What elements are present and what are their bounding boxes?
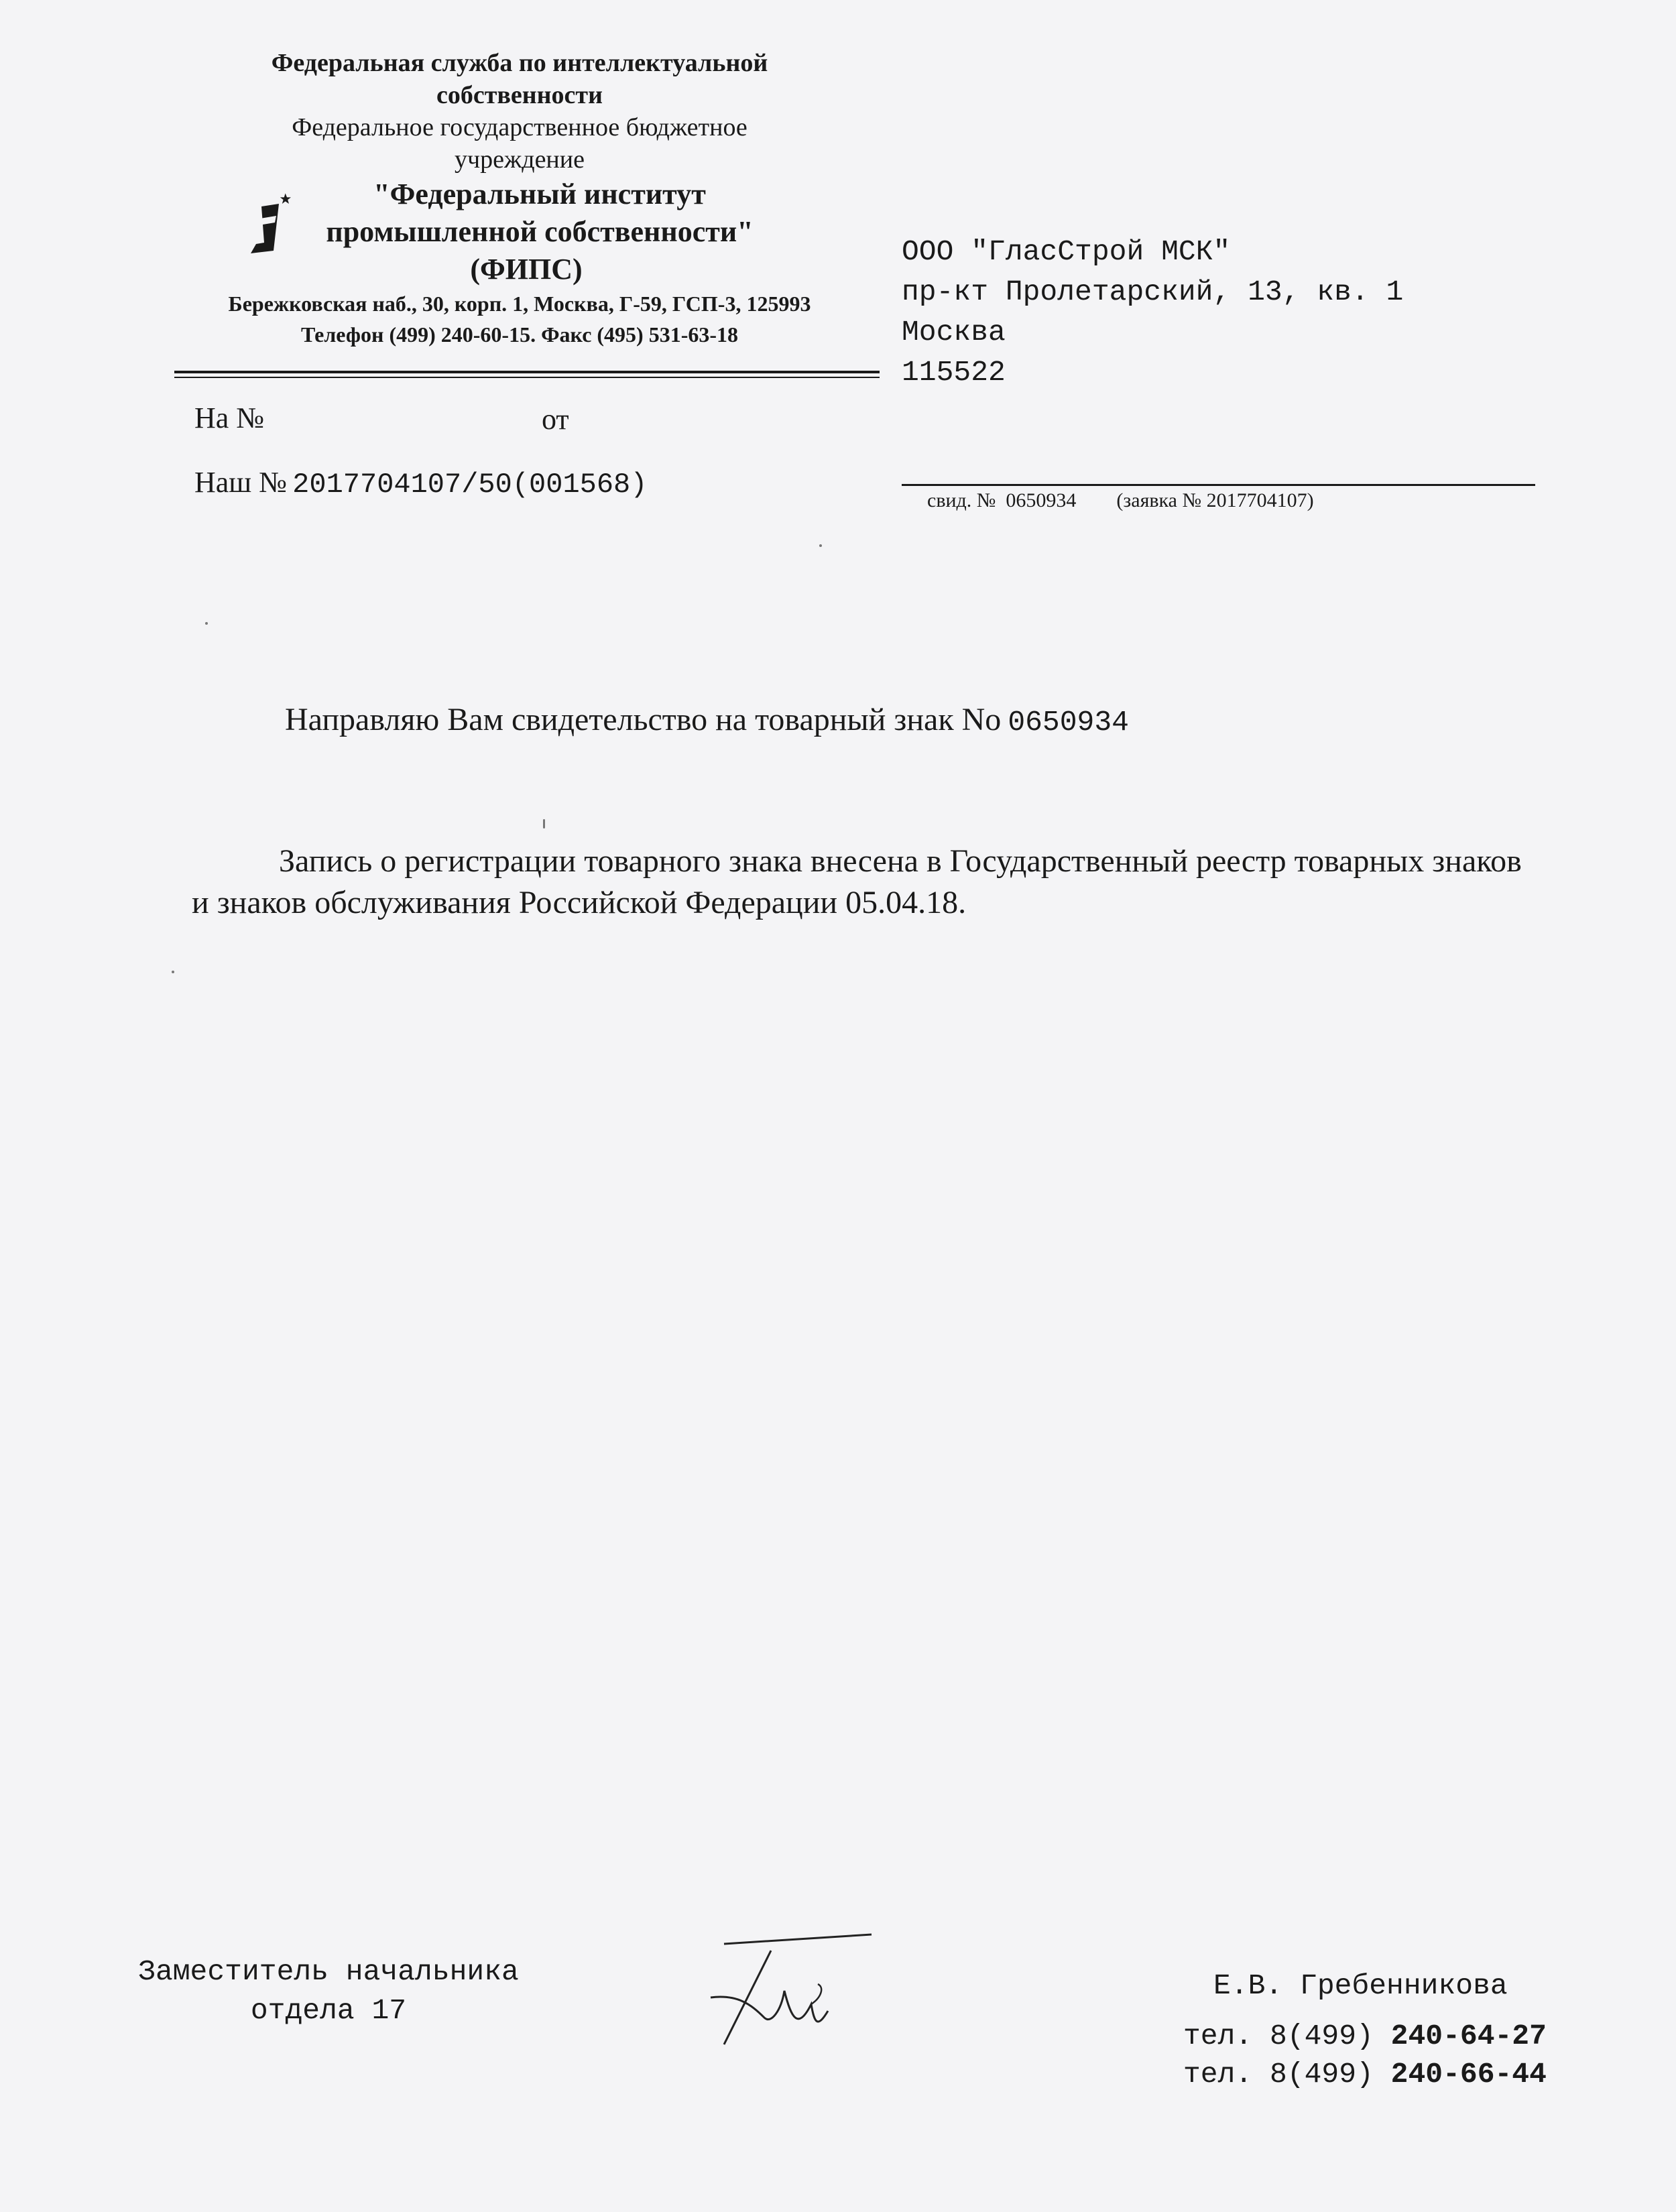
tel-label-2: тел. 8(499)	[1183, 2058, 1374, 2091]
letterhead-rule	[174, 371, 880, 373]
application-number: (заявка № 2017704107)	[1116, 489, 1314, 511]
letterhead-org-2: промышленной собственности"	[326, 215, 754, 248]
scan-speck	[543, 819, 545, 828]
fips-logo-icon	[247, 192, 295, 256]
ot-label: от	[542, 403, 569, 436]
letterhead-abbr: (ФИПС)	[470, 253, 583, 286]
scan-speck	[172, 971, 174, 973]
phone-number-1: 240-64-27	[1390, 2020, 1547, 2052]
tel-label-1: тел. 8(499)	[1183, 2020, 1374, 2052]
phone-number-2: 240-66-44	[1390, 2058, 1547, 2091]
letterhead-rule-thin	[174, 377, 880, 378]
body-paragraph-2: Запись о регистрации товарного знака внесена в Государственный реестр товарных знаков и знаков обслуживания Российской Федерации 05.04.18.	[192, 843, 1522, 920]
body-paragraph-1	[285, 701, 1129, 739]
letterhead-address: Бережковская наб., 30, корп. 1, Москва, Г-59, ГСП-3, 125993	[228, 292, 811, 316]
signatory-position: Заместитель начальника отдела 17	[138, 1955, 519, 2027]
na-label: На №	[194, 402, 265, 434]
scan-speck	[819, 544, 822, 547]
letterhead-contacts: Телефон (499) 240-60-15. Факс (495) 531-63-18	[300, 322, 739, 347]
nash-label: Наш №	[194, 466, 288, 499]
reference-line	[927, 488, 1314, 513]
phone-line-1	[1183, 2020, 1547, 2052]
nash-value: 2017704107/50(001568)	[292, 469, 648, 501]
letterhead-org-1: "Федеральный институт	[373, 178, 706, 210]
p1-text: Направляю Вам свидетельство на товарный знак No	[285, 702, 1002, 737]
handwritten-signature	[697, 1930, 898, 2065]
addressee-block: ООО "ГласСтрой МСК" пр-кт Пролетарский, 13, кв. 1 Москва 115522	[902, 235, 1404, 389]
letterhead-line-3: Федеральное государственное бюджетное	[292, 113, 747, 141]
phone-line-2	[1183, 2058, 1547, 2091]
svid-number: 0650934	[1006, 489, 1077, 511]
scan-speck	[205, 622, 208, 625]
reference-rule	[902, 484, 1535, 486]
svid-label: свид. №	[927, 489, 996, 511]
letterhead-line-1: Федеральная служба по интеллектуальной	[271, 49, 768, 77]
letterhead-line-2: собственности	[436, 81, 603, 109]
trademark-number: 0650934	[1008, 706, 1129, 739]
letterhead-line-4: учреждение	[455, 145, 585, 174]
nash-number-line	[194, 465, 647, 501]
signatory-name: Е.В. Гребенникова	[1213, 1969, 1508, 2002]
